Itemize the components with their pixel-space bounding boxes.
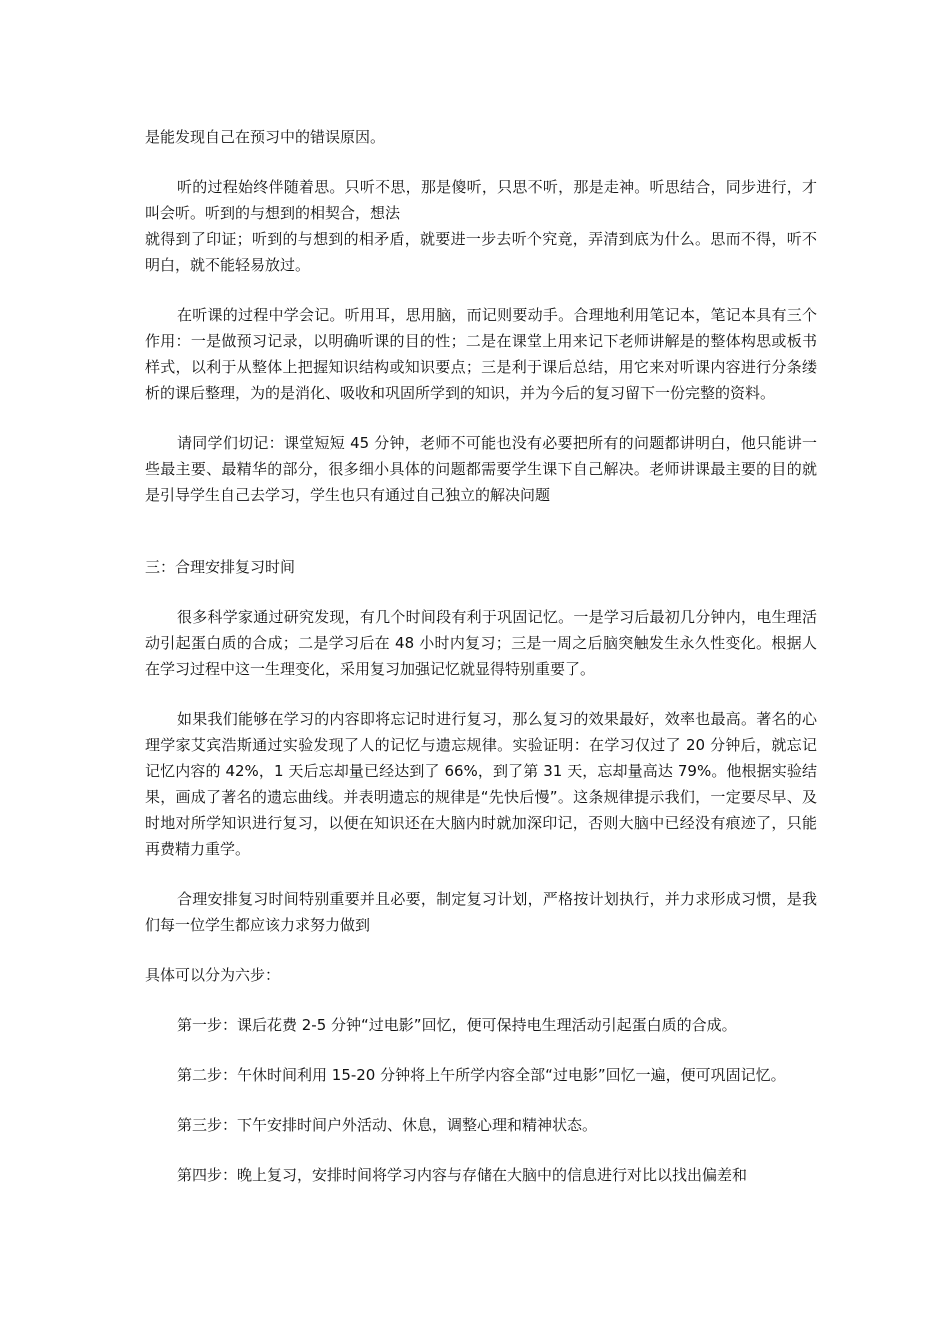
paragraph-six-steps: 具体可以分为六步： [145, 966, 281, 984]
step-four: 第四步：晚上复习，安排时间将学习内容与存储在大脑中的信息进行对比以找出偏差和 [177, 1166, 748, 1184]
step-two: 第二步：午休时间利用 15-20 分钟将上午所学内容全部“过电影”回忆一遍，便可巩固记忆。 [177, 1066, 786, 1084]
paragraph-forgetting-curve: 如果我们能够在学习的内容即将忘记时进行复习，那么复习的效果最好，效率也最高。著名的心理学家艾宾浩斯通过实验发现了人的记忆与遗忘规律。实验证明：在学习仅过了 20 分钟后，就忘记记忆内容的 42%，1 天后忘却量已经达到了 66%，到了第 31 天，忘却量高达 79%。他根据实验结果，画成了著名的遗忘曲线。并表明遗忘的规律是“先快后慢”。这条规律提示我们，一定要尽早、及时地对所学知识进行复习，以便在知识还在大脑内时就加深印记，否则大脑中已经没有痕迹了，只能再费精力重学。 [145, 710, 817, 858]
step-one: 第一步：课后花费 2-5 分钟“过电影”回忆，便可保持电生理活动引起蛋白质的合成。 [177, 1016, 737, 1034]
step-three: 第三步：下午安排时间户外活动、休息，调整心理和精神状态。 [177, 1116, 598, 1134]
paragraph-note-taking: 在听课的过程中学会记。听用耳，思用脑，而记则要动手。合理地利用笔记本，笔记本具有三个作用：一是做预习记录，以明确听课的目的性；二是在课堂上用来记下老师讲解是的整体构思或板书样式，以利于从整体上把握知识结构或知识要点；三是利于课后总结，用它来对听课内容进行分条缕析的课后整理，为的是消化、吸收和巩固所学到的知识，并为今后的复习留下一份完整的资料。 [145, 306, 817, 402]
paragraph-review-plan: 合理安排复习时间特别重要并且必要，制定复习计划，严格按计划执行，并力求形成习惯，是我们每一位学生都应该力求努力做到 [145, 890, 817, 934]
paragraph-memory-periods: 很多科学家通过研究发现，有几个时间段有利于巩固记忆。一是学习后最初几分钟内，电生理活动引起蛋白质的合成；二是学习后在 48 小时内复习；三是一周之后脑突触发生永久性变化。根据人在学习过程中这一生理变化，采用复习加强记忆就显得特别重要了。 [145, 608, 817, 678]
section-heading-review-time: 三：合理安排复习时间 [145, 558, 296, 576]
paragraph-preview-reason: 是能发现自己在预习中的错误原因。 [145, 128, 386, 146]
paragraph-remember: 请同学们切记：课堂短短 45 分钟，老师不可能也没有必要把所有的问题都讲明白，他只能讲一些最主要、最精华的部分，很多细小具体的问题都需要学生课下自己解决。老师讲课最主要的目的就是引导学生自己去学习，学生也只有通过自己独立的解决问题 [145, 434, 817, 504]
paragraph-listen-think-cont: 就得到了印证；听到的与想到的相矛盾，就要进一步去听个究竟，弄清到底为什么。思而不得，听不明白，就不能轻易放过。 [145, 230, 817, 274]
document-page [145, 124, 817, 1188]
paragraph-listen-think: 听的过程始终伴随着思。只听不思，那是傻听，只思不听，那是走神。听思结合，同步进行，才叫会听。听到的与想到的相契合，想法 [145, 178, 817, 222]
